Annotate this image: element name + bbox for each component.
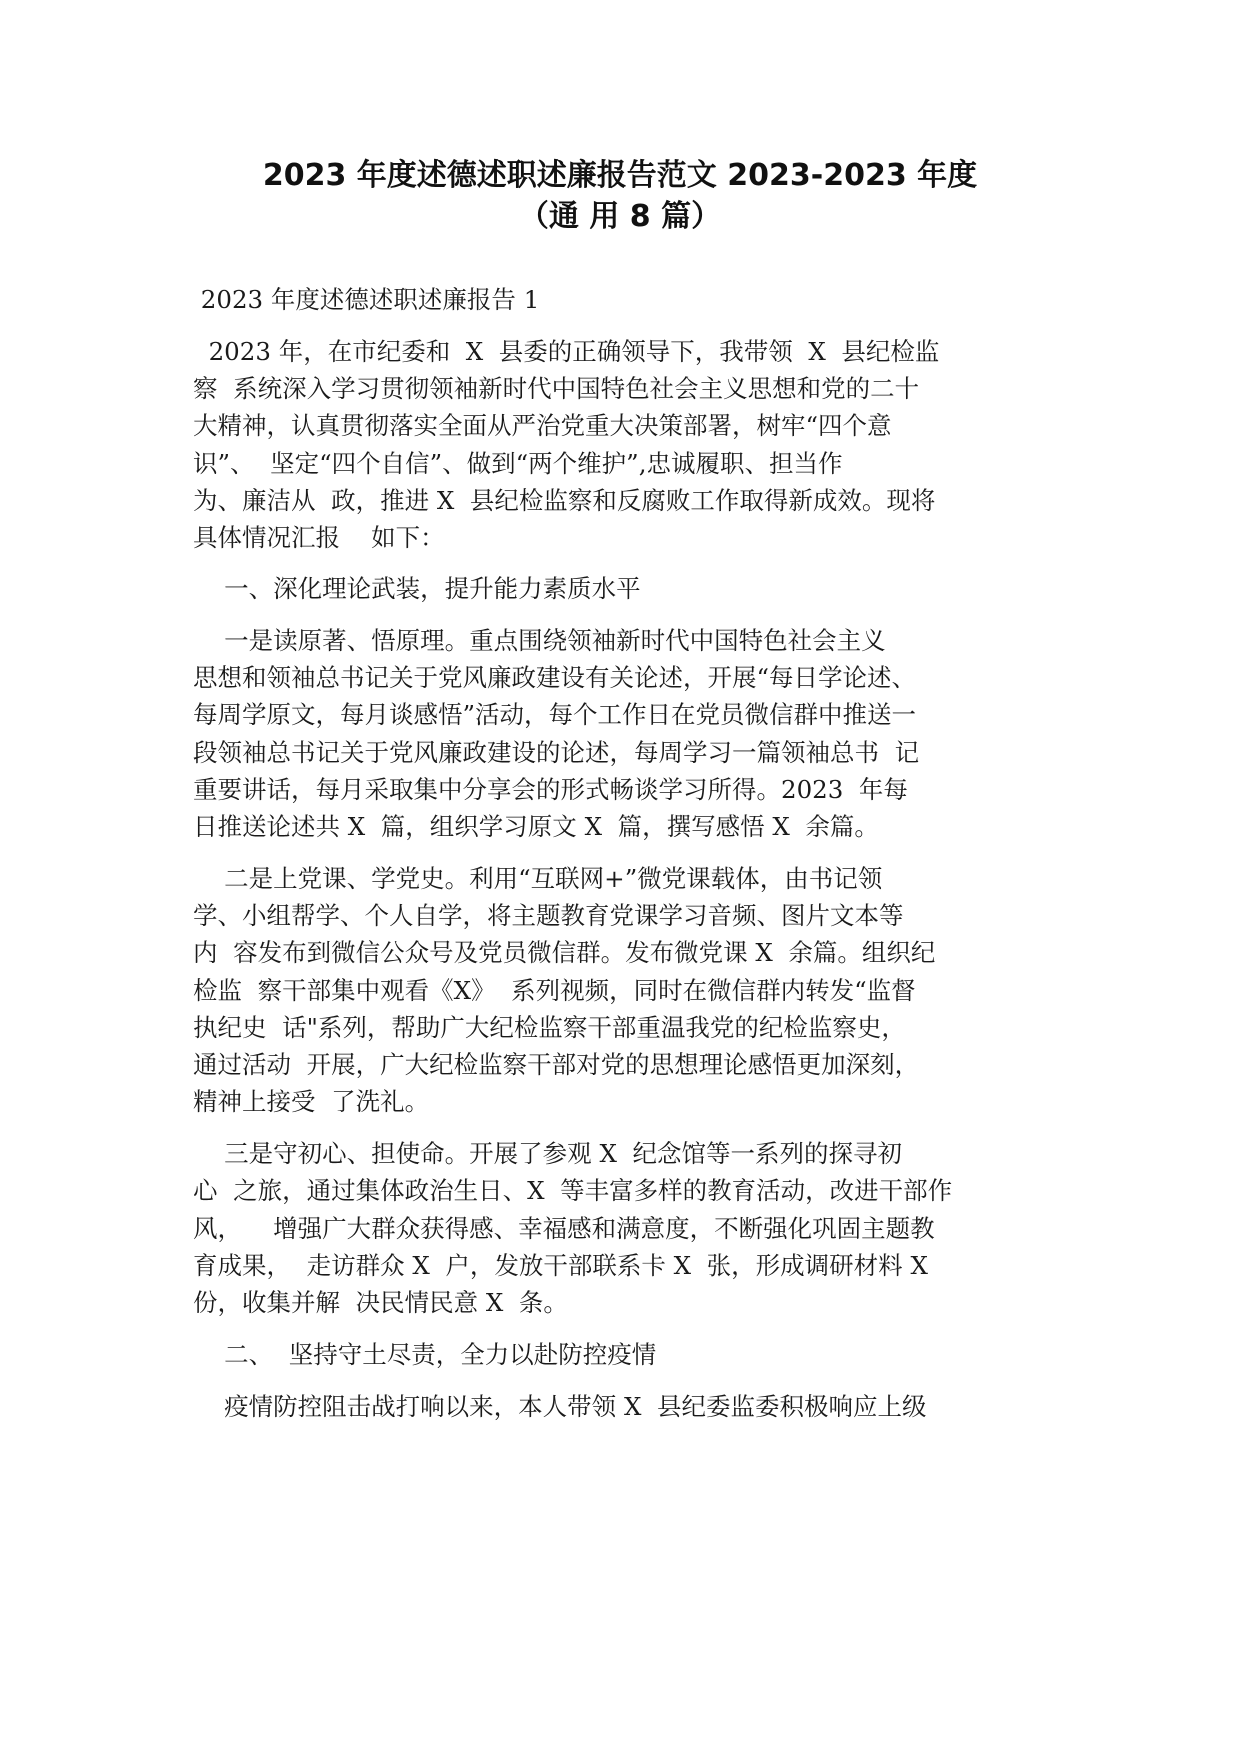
body-text-line: 内 容发布到微信公众号及党员微信群。发布微党课 X 余篇。组织纪 [193,938,936,967]
body-text-line: 三是守初心、担使命。开展了参观 X 纪念馆等一系列的探寻初 [193,1139,902,1168]
body-text-line: 识”、 坚定“四个自信”、做到“两个维护”,忠诚履职、担当作 [193,449,843,478]
body-text-line: 思想和领袖总书记关于党风廉政建设有关论述，开展“每日学论述、 [193,663,917,692]
body-text-line: 具体情况汇报 如下： [193,523,445,552]
body-text-line: 察 系统深入学习贯彻领袖新时代中国特色社会主义思想和党的二十 [193,374,920,403]
body-text-line: 份，收集并解 决民情民意 X 条。 [193,1288,568,1317]
section-heading: 一、深化理论武装，提升能力素质水平 [193,574,641,603]
body-text-line: 大精神，认真贯彻落实全面从严治党重大决策部署，树牢“四个意 [193,411,892,440]
body-text-line: 二是上党课、学党史。利用“互联网+”微党课载体，由书记领 [193,864,883,893]
body-text-line: 育成果， 走访群众 X 户，发放干部联系卡 X 张，形成调研材料 X [193,1251,928,1280]
report-heading: 2023 年度述德述职述廉报告 1 [193,285,540,314]
body-text-line: 日推送论述共 X 篇，组织学习原文 X 篇，撰写感悟 X 余篇。 [193,812,879,841]
body-text-line: 通过活动 开展，广大纪检监察干部对党的思想理论感悟更加深刻， [193,1050,920,1079]
body-text-line: 检监 察干部集中观看《X》 系列视频，同时在微信群内转发“监督 [193,976,916,1005]
section-heading: 二、 坚持守土尽责，全力以赴防控疫情 [193,1340,657,1369]
document-title-line-2: （通 用 8 篇） [518,199,722,234]
body-text-line: 精神上接受 了洗礼。 [193,1087,430,1116]
body-text-line: 每周学原文，每月谈感悟”活动，每个工作日在党员微信群中推送一 [193,700,917,729]
body-text-line: 心 之旅，通过集体政治生日、X 等丰富多样的教育活动，改进干部作 [193,1176,953,1205]
body-text-line: 风， 增强广大群众获得感、幸福感和满意度，不断强化巩固主题教 [193,1214,935,1243]
body-text-line: 段领袖总书记关于党风廉政建设的论述，每周学习一篇领袖总书 记 [193,738,920,767]
body-text-line: 2023 年，在市纪委和 X 县委的正确领导下，我带领 X 县纪检监 [193,337,940,366]
body-text-line: 重要讲话，每月采取集中分享会的形式畅谈学习所得。2023 年每 [193,775,908,804]
body-text-line: 执纪史 话"系列，帮助广大纪检监察干部重温我党的纪检监察史， [193,1013,906,1042]
body-text-line: 疫情防控阻击战打响以来，本人带领 X 县纪委监委积极响应上级 [193,1392,927,1421]
body-text-line: 一是读原著、悟原理。重点围绕领袖新时代中国特色社会主义 [193,626,886,655]
document-title-line-1: 2023 年度述德述职述廉报告范文 2023-2023 年度 [262,158,978,193]
body-text-line: 为、廉洁从 政，推进 X 县纪检监察和反腐败工作取得新成效。现将 [193,486,936,515]
body-text-line: 学、小组帮学、个人自学，将主题教育党课学习音频、图片文本等 [193,901,904,930]
